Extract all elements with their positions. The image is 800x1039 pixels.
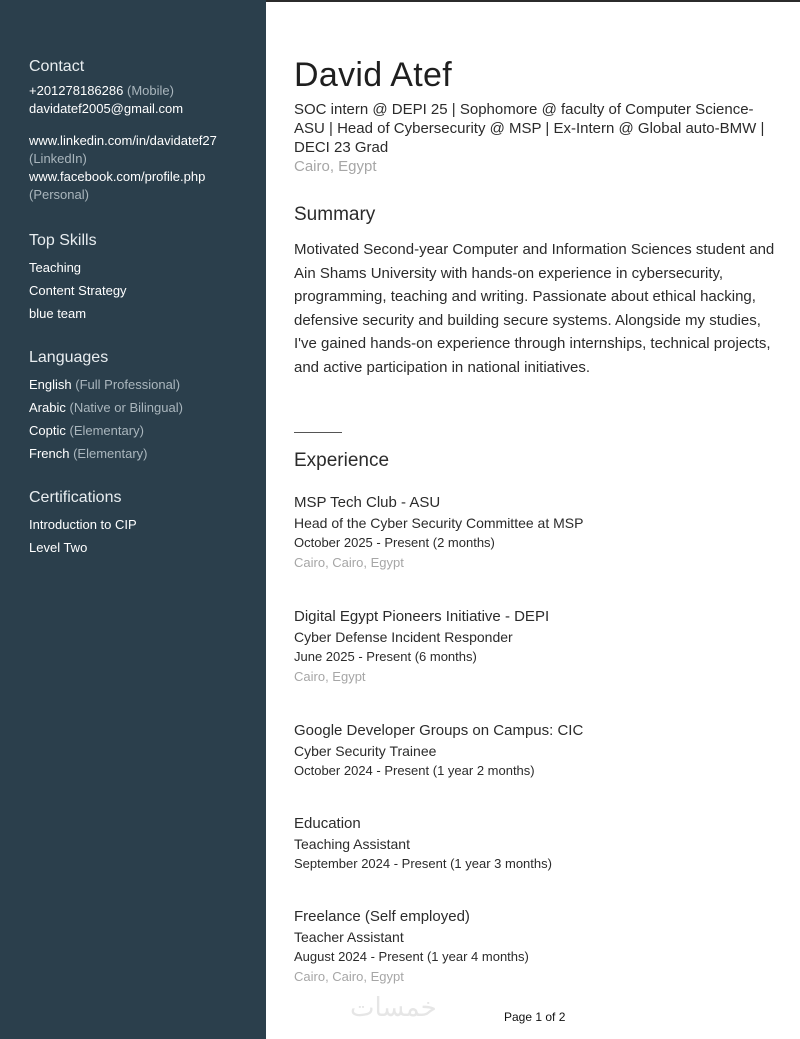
skill-item: blue team [29,306,87,321]
job-dates: August 2024 - Present (1 year 4 months) [294,949,529,964]
contact-heading: Contact [29,58,85,75]
language-name: English [29,377,72,392]
profile-name: David Atef [294,56,452,94]
job-role: Teaching Assistant [294,836,410,852]
page-number: Page 1 of 2 [504,1010,566,1024]
phone-line [29,82,246,100]
headline-text: SOC intern @ DEPI 25 | Sophomore @ faculty of Computer Science- ASU | Head of Cybersecurity @ MSP | Ex-Intern @ Global auto-BMW | DECI 23 Grad [294,101,765,156]
job-location: Cairo, Cairo, Egypt [294,969,404,984]
company-name: Education [294,815,361,832]
summary-heading: Summary [294,204,376,225]
language-level: (Elementary) [69,423,144,438]
languages-section [29,349,246,465]
certification-item: Level Two [29,540,88,555]
watermark-logo: خمسات [350,993,437,1023]
job-location: Cairo, Egypt [294,669,366,684]
language-level: (Native or Bilingual) [69,400,183,415]
job-role: Cyber Defense Incident Responder [294,629,513,645]
language-level: (Full Professional) [75,377,181,392]
certifications-section [29,489,246,559]
contact-section [29,58,246,204]
languages-heading: Languages [29,349,109,366]
skill-item: Teaching [29,260,82,275]
job-dates: September 2024 - Present (1 year 3 months) [294,856,552,871]
language-level: (Elementary) [73,446,148,461]
headline-block [294,100,778,176]
company-name: MSP Tech Club - ASU [294,494,441,511]
language-name: French [29,446,70,461]
sidebar [0,0,266,1039]
top-skills-section [29,232,246,325]
company-name: Freelance (Self employed) [294,908,470,925]
certifications-heading: Certifications [29,489,122,506]
certification-item: Introduction to CIP [29,517,137,532]
skill-item: Content Strategy [29,283,127,298]
linkedin-link[interactable]: www.linkedin.com/in/davidatef27 [29,133,217,148]
linkedin-type: (LinkedIn) [29,151,87,166]
profile-location: Cairo, Egypt [294,158,377,175]
job-role: Teacher Assistant [294,929,404,945]
email-link[interactable]: davidatef2005@gmail.com [29,101,184,116]
language-name: Arabic [29,400,66,415]
experience-item [294,606,778,686]
experience-item [294,813,778,874]
experience-heading: Experience [294,450,390,471]
summary-text: Motivated Second-year Computer and Information Sciences student and Ain Shams University with hands-on experience in cybersecurity, programming, teaching and writing. Passionate about ethical hacking, defensive security and building secure systems. Alongside my studies, I've gained hands-on experience through internships, technical projects, and active participation in national initiatives. [294,241,775,376]
top-skills-heading: Top Skills [29,232,97,249]
experience-item [294,492,778,572]
experience-item [294,720,778,781]
language-item [29,373,246,396]
company-name: Digital Egypt Pioneers Initiative - DEPI [294,608,550,625]
experience-item [294,906,778,986]
facebook-link[interactable]: www.facebook.com/profile.php [29,169,206,184]
job-role: Head of the Cyber Security Committee at MSP [294,515,584,531]
language-item [29,396,246,419]
job-dates: October 2025 - Present (2 months) [294,535,495,550]
phone-number[interactable]: +201278186286 [29,83,124,98]
job-role: Cyber Security Trainee [294,743,437,759]
job-dates: June 2025 - Present (6 months) [294,649,477,664]
job-dates: October 2024 - Present (1 year 2 months) [294,763,535,778]
company-name: Google Developer Groups on Campus: CIC [294,722,584,739]
facebook-type: (Personal) [29,187,89,202]
language-item [29,419,246,442]
phone-type: (Mobile) [126,83,174,98]
job-location: Cairo, Cairo, Egypt [294,555,404,570]
language-item [29,442,246,465]
language-name: Coptic [29,423,66,438]
section-divider [294,432,342,433]
